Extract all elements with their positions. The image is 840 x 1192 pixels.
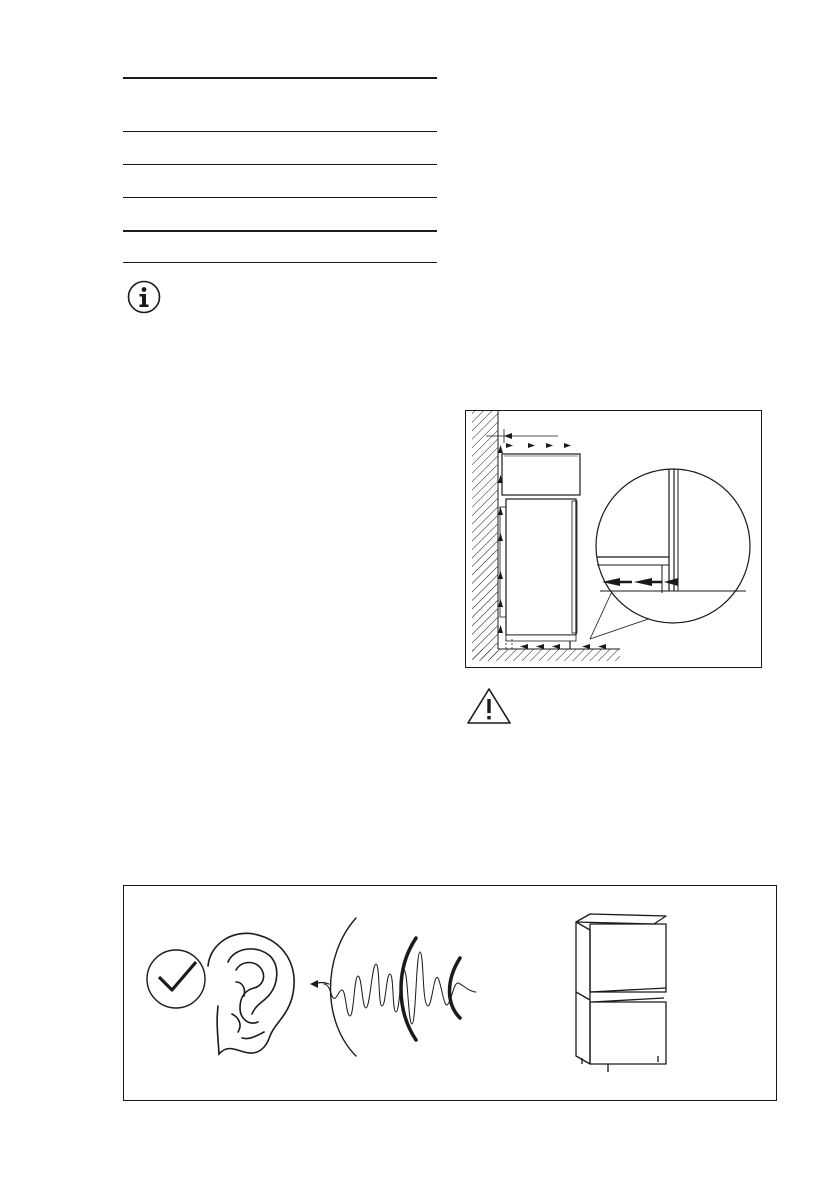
refrigerator-icon [576,914,666,1072]
table-top-rule [123,77,437,79]
ventilation-figure [465,410,762,668]
upper-cabinet [502,454,580,495]
table-row-divider [123,131,437,132]
appliance-body [506,499,576,635]
wall-hatch [472,411,498,659]
table-row-divider [123,197,437,198]
table-row-divider [123,164,437,165]
info-icon [127,280,161,314]
airflow-arrows-bottom [520,644,606,649]
checkmark-icon [147,950,205,1008]
table-bottom-rule [123,262,437,263]
airflow-arrows-top [506,443,571,448]
detail-magnifier [596,469,750,623]
operating-sounds-figure [123,885,777,1101]
floor-hatch [472,649,620,661]
sound-wave-icon [314,918,476,1056]
ventilation-diagram [466,411,763,669]
ear-icon [208,933,294,1054]
operating-sounds-diagram [124,886,778,1102]
warning-triangle-icon [466,687,512,725]
table-row-divider [123,230,437,232]
